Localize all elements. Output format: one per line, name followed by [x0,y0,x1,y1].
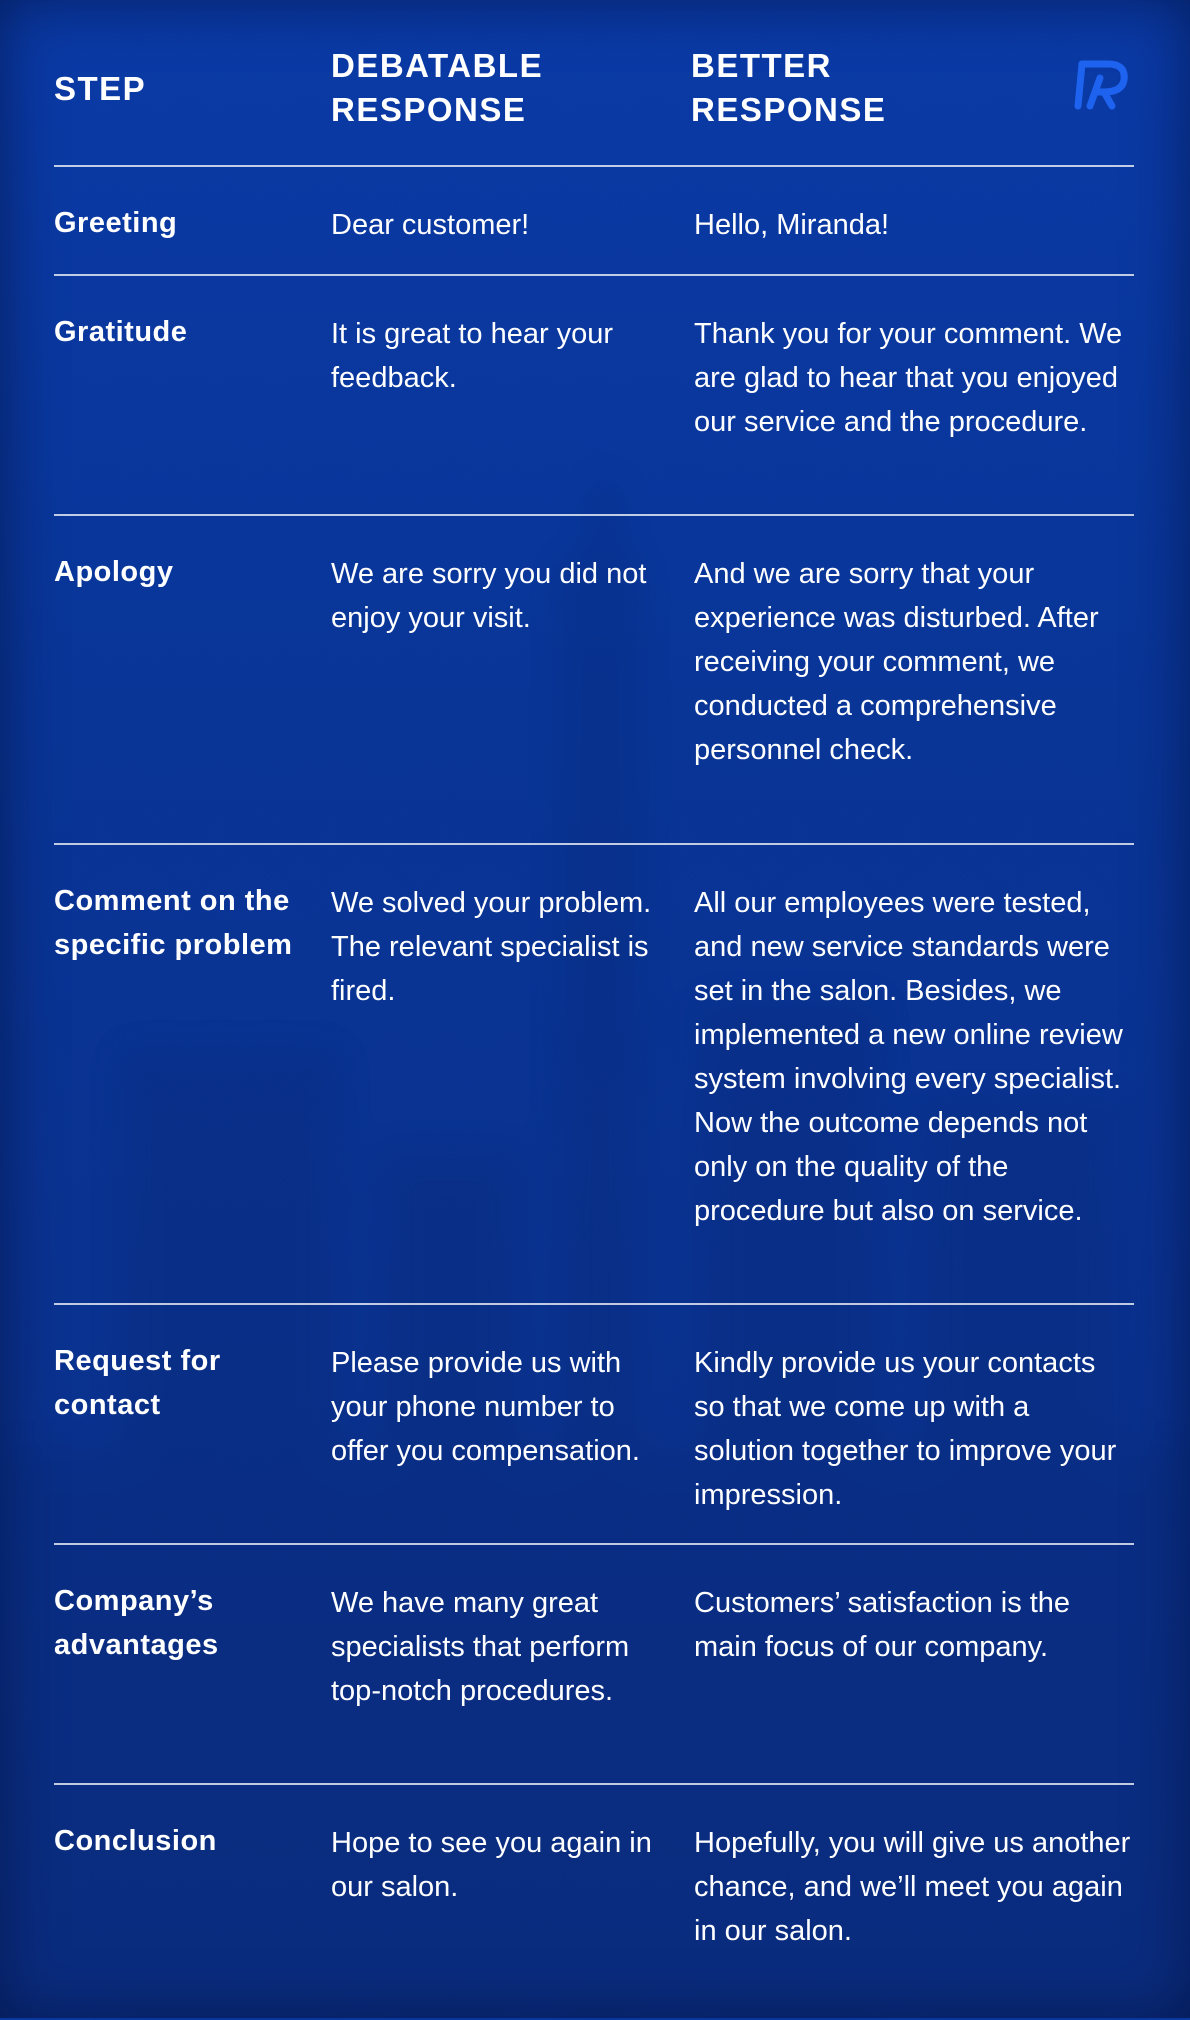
table-body [54,167,1134,2005]
step-cell: Gratitude [54,316,188,348]
step-cell: Request for contact [54,1345,221,1421]
table-row [54,1785,1134,2005]
debatable-cell: We have many great specialists that perform top-notch procedures. [331,1587,630,1707]
better-cell: All our employees were tested, and new service standards were set in the salon. Besides, we implemented a new online review system involving every specialist. Now the outcome depends not only on the quality of the procedure but also on service. [694,887,1123,1227]
better-cell: Hopefully, you will give us another chance, and we’ll meet you again in our salon. [694,1827,1131,1947]
step-cell: Conclusion [54,1825,217,1857]
debatable-cell: We are sorry you did not enjoy your visit. [331,558,647,634]
step-cell: Apology [54,556,174,588]
table-row [54,167,1134,276]
header-step: STEP [54,70,147,107]
header-debatable-response: DEBATABLE RESPONSE [331,47,544,128]
step-cell: Greeting [54,207,178,239]
table-row [54,845,1134,1305]
better-cell: Customers’ satisfaction is the main focus of our company. [694,1587,1071,1663]
table-row [54,276,1134,516]
better-cell: Kindly provide us your contacts so that we come up with a solution together to improve your impression. [694,1347,1117,1511]
table-row [54,1545,1134,1785]
step-cell: Company’s advantages [54,1585,219,1661]
debatable-cell: It is great to hear your feedback. [331,318,614,394]
table-row [54,1305,1134,1545]
stylized-r-logo-icon [1074,56,1134,114]
debatable-cell: Hope to see you again in our salon. [331,1827,652,1903]
table-header [54,0,1134,167]
step-cell: Comment on the specific problem [54,885,293,961]
debatable-cell: Please provide us with your phone number to offer you compensation. [331,1347,640,1467]
debatable-cell: Dear customer! [331,209,530,241]
comparison-table [54,0,1134,2005]
better-cell: Thank you for your comment. We are glad to hear that you enjoyed our service and the procedure. [694,318,1123,438]
header-better-response: BETTER RESPONSE [691,47,887,128]
table-row [54,516,1134,845]
better-cell: And we are sorry that your experience was disturbed. After receiving your comment, we conducted a comprehensive personnel check. [694,558,1099,766]
debatable-cell: We solved your problem. The relevant specialist is fired. [331,887,652,1007]
better-cell: Hello, Miranda! [694,209,890,241]
